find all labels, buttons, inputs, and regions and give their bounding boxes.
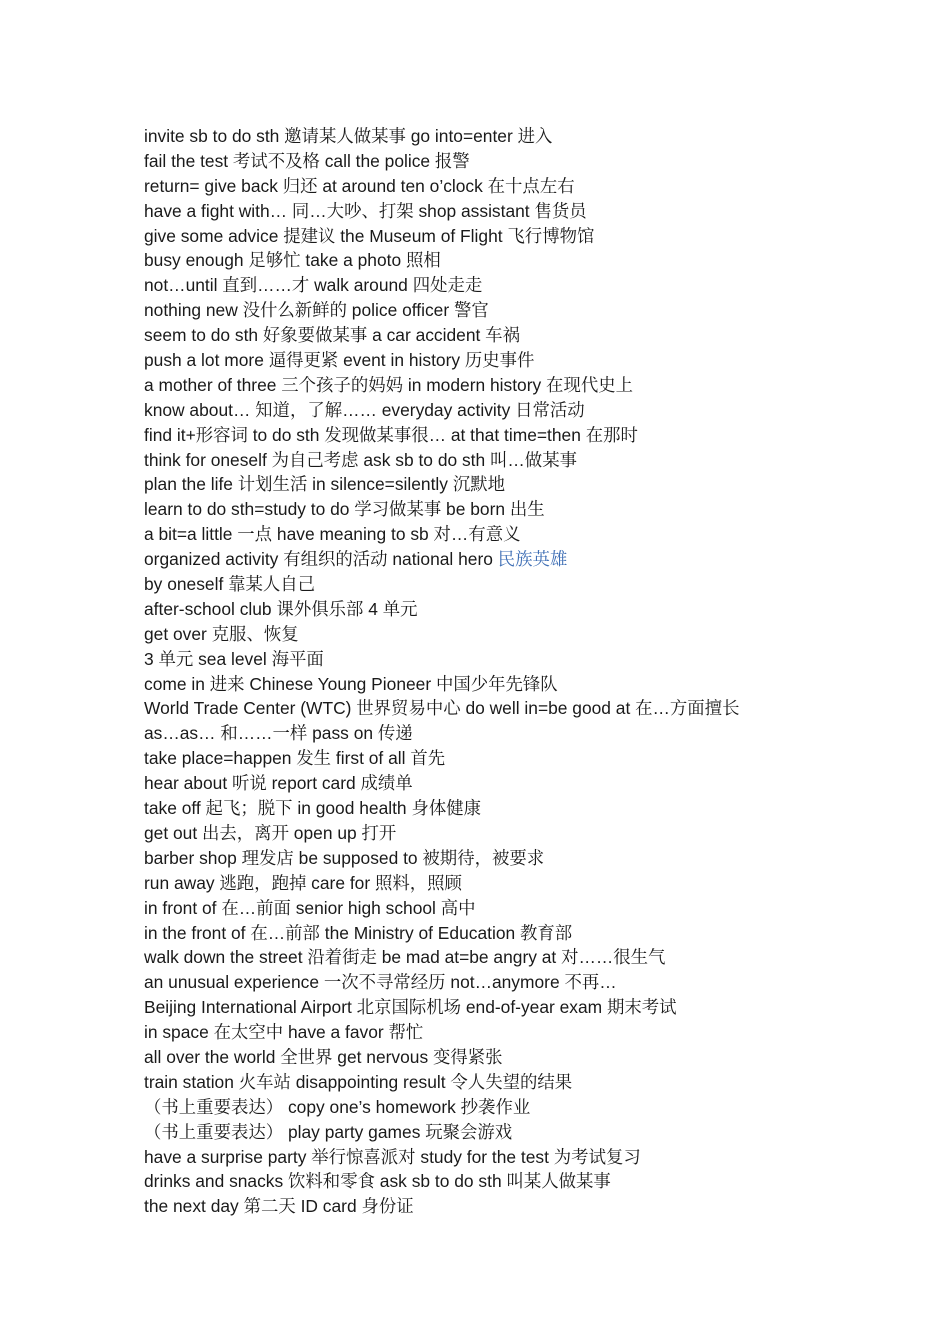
vocabulary-line — [144, 1020, 924, 1045]
vocabulary-line — [144, 248, 924, 273]
vocabulary-line — [144, 323, 924, 348]
highlighted-phrase: 民族英雄 — [497, 549, 568, 570]
phrase-text: walk down the street 沿着街走 be mad at=be angry at 对……很生气 — [144, 947, 666, 968]
phrase-text: by oneself 靠某人自己 — [144, 574, 316, 595]
vocabulary-line — [144, 273, 924, 298]
vocabulary-line — [144, 1095, 924, 1120]
vocabulary-line — [144, 1169, 924, 1194]
phrase-text: drinks and snacks 饮料和零食 ask sb to do sth 叫某人做某事 — [144, 1171, 611, 1192]
phrase-text: come in 进来 Chinese Young Pioneer 中国少年先锋队 — [144, 673, 558, 694]
vocabulary-line — [144, 945, 924, 970]
phrase-text: Beijing International Airport 北京国际机场 end-of-year exam 期末考试 — [144, 997, 677, 1018]
phrase-text: busy enough 足够忙 take a photo 照相 — [144, 250, 441, 271]
vocabulary-line — [144, 472, 924, 497]
vocabulary-line — [144, 647, 924, 672]
vocabulary-line — [144, 199, 924, 224]
phrase-text: as…as… 和……一样 pass on 传递 — [144, 723, 413, 744]
vocabulary-line — [144, 124, 924, 149]
phrase-text: seem to do sth 好象要做某事 a car accident 车祸 — [144, 325, 520, 346]
phrase-text: take place=happen 发生 first of all 首先 — [144, 748, 446, 769]
phrase-text: return= give back 归还 at around ten o’clock 在十点左右 — [144, 175, 575, 196]
vocabulary-line — [144, 1045, 924, 1070]
vocabulary-line — [144, 995, 924, 1020]
phrase-text: in space 在太空中 have a favor 帮忙 — [144, 1022, 424, 1043]
phrase-text: push a lot more 逼得更紧 event in history 历史事件 — [144, 350, 535, 371]
phrase-text: barber shop 理发店 be supposed to 被期待，被要求 — [144, 847, 545, 868]
vocabulary-line — [144, 622, 924, 647]
phrase-text: organized activity 有组织的活动 national hero — [144, 549, 498, 570]
vocabulary-line — [144, 497, 924, 522]
phrase-text: an unusual experience 一次不寻常经历 not…anymore 不再… — [144, 972, 617, 993]
vocabulary-line — [144, 298, 924, 323]
vocabulary-line — [144, 398, 924, 423]
phrase-text: know about… 知道，了解…… everyday activity 日常活动 — [144, 399, 585, 420]
vocabulary-line — [144, 149, 924, 174]
phrase-text: （书上重要表达） copy one’s homework 抄袭作业 — [144, 1096, 531, 1117]
phrase-text: a bit=a little 一点 have meaning to sb 对…有意义 — [144, 524, 521, 545]
phrase-text: learn to do sth=study to do 学习做某事 be born 出生 — [144, 499, 545, 520]
phrase-text: in the front of 在…前部 the Ministry of Education 教育部 — [144, 922, 573, 943]
vocabulary-line — [144, 721, 924, 746]
phrase-text: （书上重要表达） play party games 玩聚会游戏 — [144, 1121, 513, 1142]
phrase-text: train station 火车站 disappointing result 令人失望的结果 — [144, 1071, 573, 1092]
vocabulary-line — [144, 746, 924, 771]
vocabulary-line — [144, 696, 924, 721]
phrase-text: World Trade Center (WTC) 世界贸易中心 do well in=be good at 在…方面擅长 — [144, 698, 740, 719]
phrase-text: get over 克服、恢复 — [144, 623, 299, 644]
vocabulary-line — [144, 796, 924, 821]
vocabulary-line — [144, 572, 924, 597]
phrase-text: think for oneself 为自己考虑 ask sb to do sth 叫…做某事 — [144, 449, 577, 470]
phrase-text: run away 逃跑，跑掉 care for 照料，照顾 — [144, 872, 462, 893]
phrase-text: have a fight with… 同…大吵、打架 shop assistant 售货员 — [144, 200, 587, 221]
vocabulary-line — [144, 597, 924, 622]
vocabulary-line — [144, 448, 924, 473]
phrase-text: plan the life 计划生活 in silence=silently 沉默地 — [144, 474, 505, 495]
phrase-text: nothing new 没什么新鲜的 police officer 警官 — [144, 300, 489, 321]
phrase-text: all over the world 全世界 get nervous 变得紧张 — [144, 1046, 503, 1067]
vocabulary-line — [144, 970, 924, 995]
vocabulary-line — [144, 348, 924, 373]
phrase-text: give some advice 提建议 the Museum of Flight 飞行博物馆 — [144, 225, 595, 246]
vocabulary-line — [144, 846, 924, 871]
phrase-text: a mother of three 三个孩子的妈妈 in modern history 在现代史上 — [144, 374, 634, 395]
phrase-text: get out 出去，离开 open up 打开 — [144, 822, 397, 843]
vocabulary-line — [144, 1194, 924, 1219]
vocabulary-line — [144, 871, 924, 896]
phrase-text: find it+形容词 to do sth 发现做某事很… at that time=then 在那时 — [144, 424, 638, 445]
vocabulary-line — [144, 224, 924, 249]
vocabulary-line — [144, 1145, 924, 1170]
vocabulary-line — [144, 522, 924, 547]
vocabulary-list — [144, 124, 924, 1219]
phrase-text: invite sb to do sth 邀请某人做某事 go into=enter 进入 — [144, 126, 553, 146]
vocabulary-line — [144, 771, 924, 796]
phrase-text: the next day 第二天 ID card 身份证 — [144, 1196, 414, 1217]
phrase-text: fail the test 考试不及格 call the police 报警 — [144, 150, 470, 171]
phrase-text: not…until 直到……才 walk around 四处走走 — [144, 275, 483, 296]
vocabulary-line — [144, 821, 924, 846]
vocabulary-line — [144, 1120, 924, 1145]
phrase-text: have a surprise party 举行惊喜派对 study for the test 为考试复习 — [144, 1146, 641, 1167]
phrase-text: hear about 听说 report card 成绩单 — [144, 773, 413, 794]
vocabulary-line — [144, 921, 924, 946]
vocabulary-line — [144, 174, 924, 199]
vocabulary-line — [144, 373, 924, 398]
phrase-text: after-school club 课外俱乐部 4 单元 — [144, 598, 418, 619]
phrase-text: take off 起飞；脱下 in good health 身体健康 — [144, 798, 482, 819]
vocabulary-line — [144, 547, 924, 572]
vocabulary-line — [144, 896, 924, 921]
phrase-text: 3 单元 sea level 海平面 — [144, 648, 324, 669]
vocabulary-line — [144, 423, 924, 448]
vocabulary-line — [144, 1070, 924, 1095]
vocabulary-line — [144, 672, 924, 697]
phrase-text: in front of 在…前面 senior high school 高中 — [144, 897, 476, 918]
